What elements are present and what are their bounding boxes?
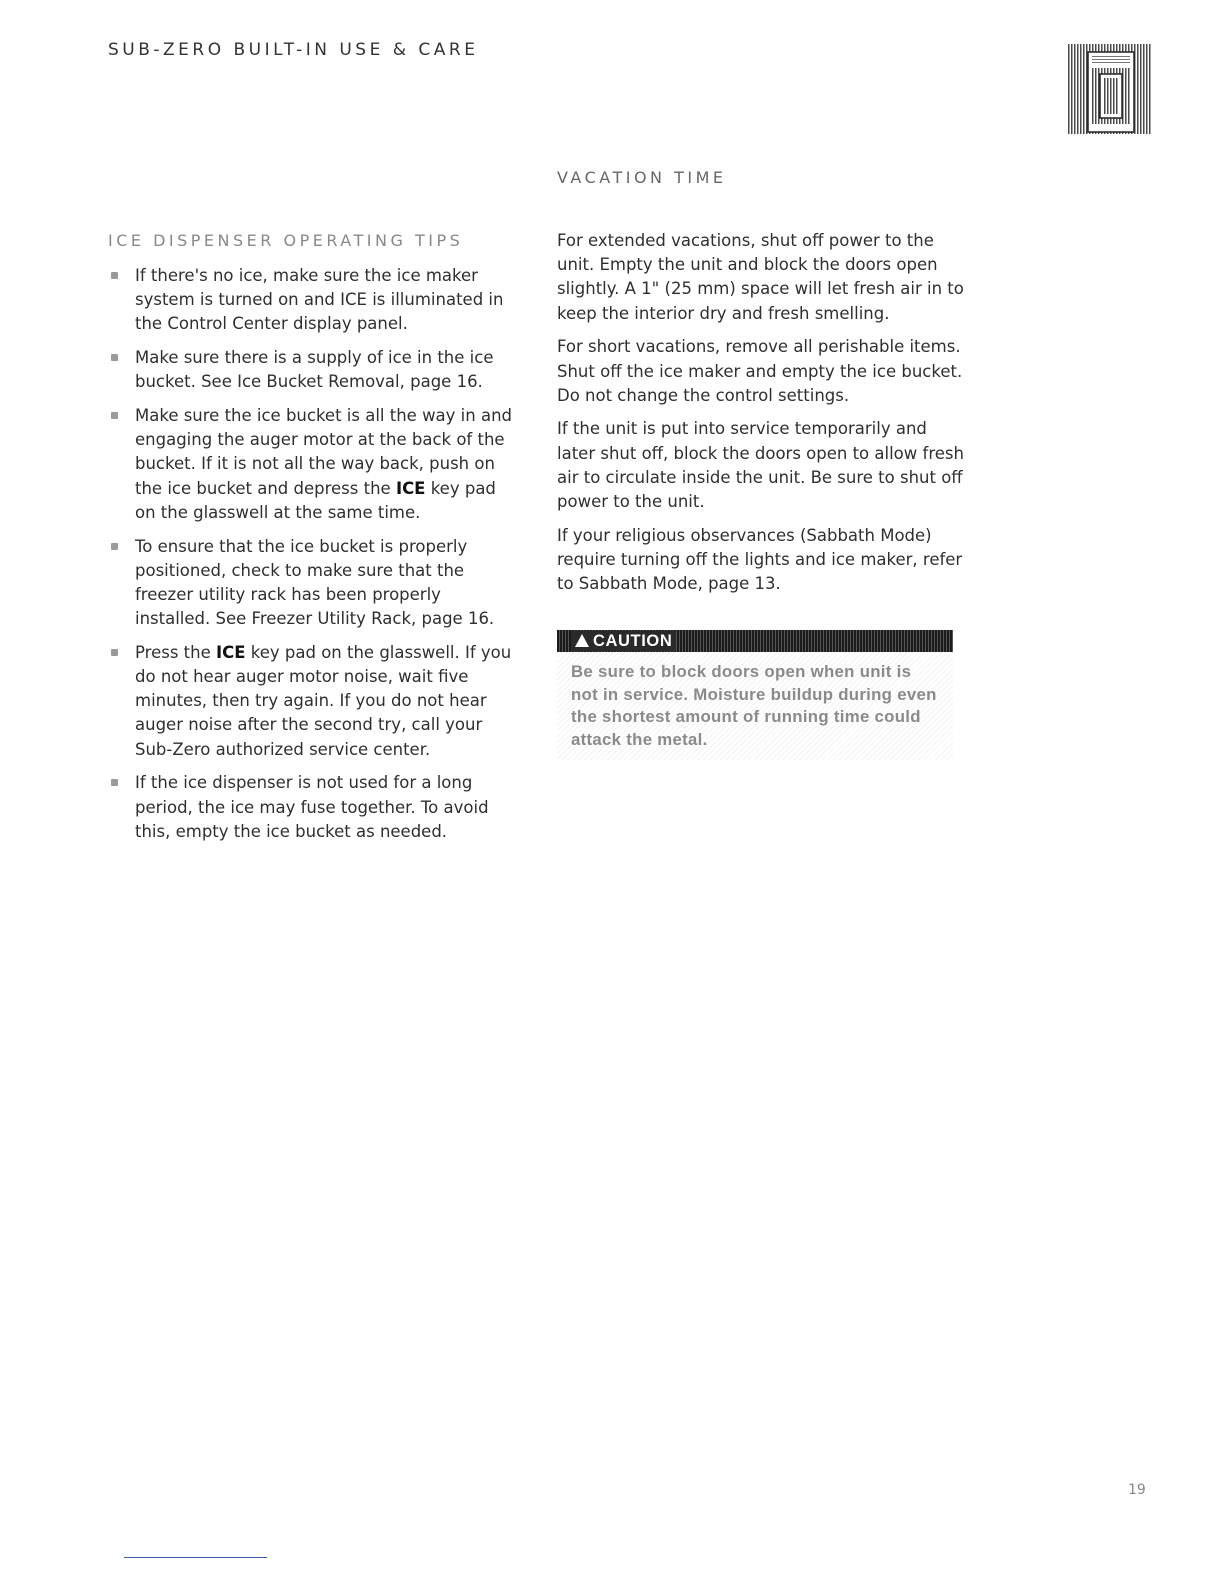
ice-tip-item <box>108 346 518 394</box>
page-number: 19 <box>1128 1482 1146 1498</box>
caution-label-wrapper <box>571 631 676 651</box>
ice-tip-item <box>108 771 518 844</box>
ice-tip-text: If there's no ice, make sure the ice maker system is turned on and ICE is illuminated in the Control Center display panel. <box>135 266 504 334</box>
vacation-time-section <box>557 229 967 606</box>
bullet-icon <box>111 543 118 550</box>
caution-banner <box>557 630 953 652</box>
built-in-refrigerator-icon <box>1068 44 1152 134</box>
ice-tip-item <box>108 264 518 337</box>
ice-tip-text: Make sure the ice bucket is all the way in and engaging the auger motor at the back of the bucket. If it is not all the way back, push on the ice bucket and depress the <box>135 406 513 498</box>
ice-tip-text: key pad on the glasswell. If you do not hear auger motor noise, wait five minutes, then try again. If you do not hear auger noise after the second try, call your Sub-Zero authorized service center. <box>135 642 512 759</box>
ice-tip-item <box>108 641 518 762</box>
ice-tip-text: If the ice dispenser is not used for a long period, the ice may fuse together. To avoid this, empty the ice bucket as needed. <box>135 773 489 841</box>
ice-dispenser-tips-heading: ICE DISPENSER OPERATING TIPS <box>108 231 464 250</box>
ice-tip-text: Make sure there is a supply of ice in the ice bucket. See Ice Bucket Removal, page 16. <box>135 348 494 392</box>
vacation-paragraph: For extended vacations, shut off power to the unit. Empty the unit and block the doors open slightly. A 1" (25 mm) space will let fresh air in to keep the interior dry and fresh smelling. <box>557 231 964 323</box>
ice-tip-text: key pad on the glasswell at the same time. <box>135 478 496 522</box>
ice-tip-item <box>108 535 518 632</box>
bullet-icon <box>111 779 118 786</box>
caution-text: Be sure to block doors open when unit is not in service. Moisture buildup during even the shortest amount of running time could attack the metal. <box>571 662 937 749</box>
warning-triangle-icon <box>575 634 589 647</box>
ice-tip-text: To ensure that the ice bucket is properly positioned, check to make sure that the freezer utility rack has been properly installed. See Freezer Utility Rack, page 16. <box>135 536 495 629</box>
caution-box <box>557 630 953 760</box>
vacation-paragraph: If the unit is put into service temporarily and later shut off, block the doors open to allow fresh air to circulate inside the unit. Be sure to shut off power to the unit. <box>557 419 964 512</box>
vacation-paragraph: If your religious observances (Sabbath Mode) require turning off the lights and ice maker, refer to Sabbath Mode, page 13. <box>557 525 963 594</box>
running-header: SUB-ZERO BUILT-IN USE & CARE <box>108 40 479 60</box>
vacation-paragraph: For short vacations, remove all perishable items. Shut off the ice maker and empty the ice bucket. Do not change the control settings. <box>557 337 963 405</box>
ice-key-label: ICE <box>216 642 246 662</box>
bullet-icon <box>111 354 118 361</box>
vacation-time-heading: VACATION TIME <box>557 168 727 187</box>
ice-tip-item <box>108 404 518 525</box>
bullet-icon <box>111 649 118 656</box>
ice-tip-text: Press the <box>135 642 216 662</box>
footer-rule <box>124 1557 267 1558</box>
bullet-icon <box>111 272 118 279</box>
ice-tips-list <box>108 264 518 853</box>
caution-label: CAUTION <box>593 632 673 650</box>
ice-key-label: ICE <box>395 478 426 498</box>
bullet-icon <box>111 412 118 419</box>
